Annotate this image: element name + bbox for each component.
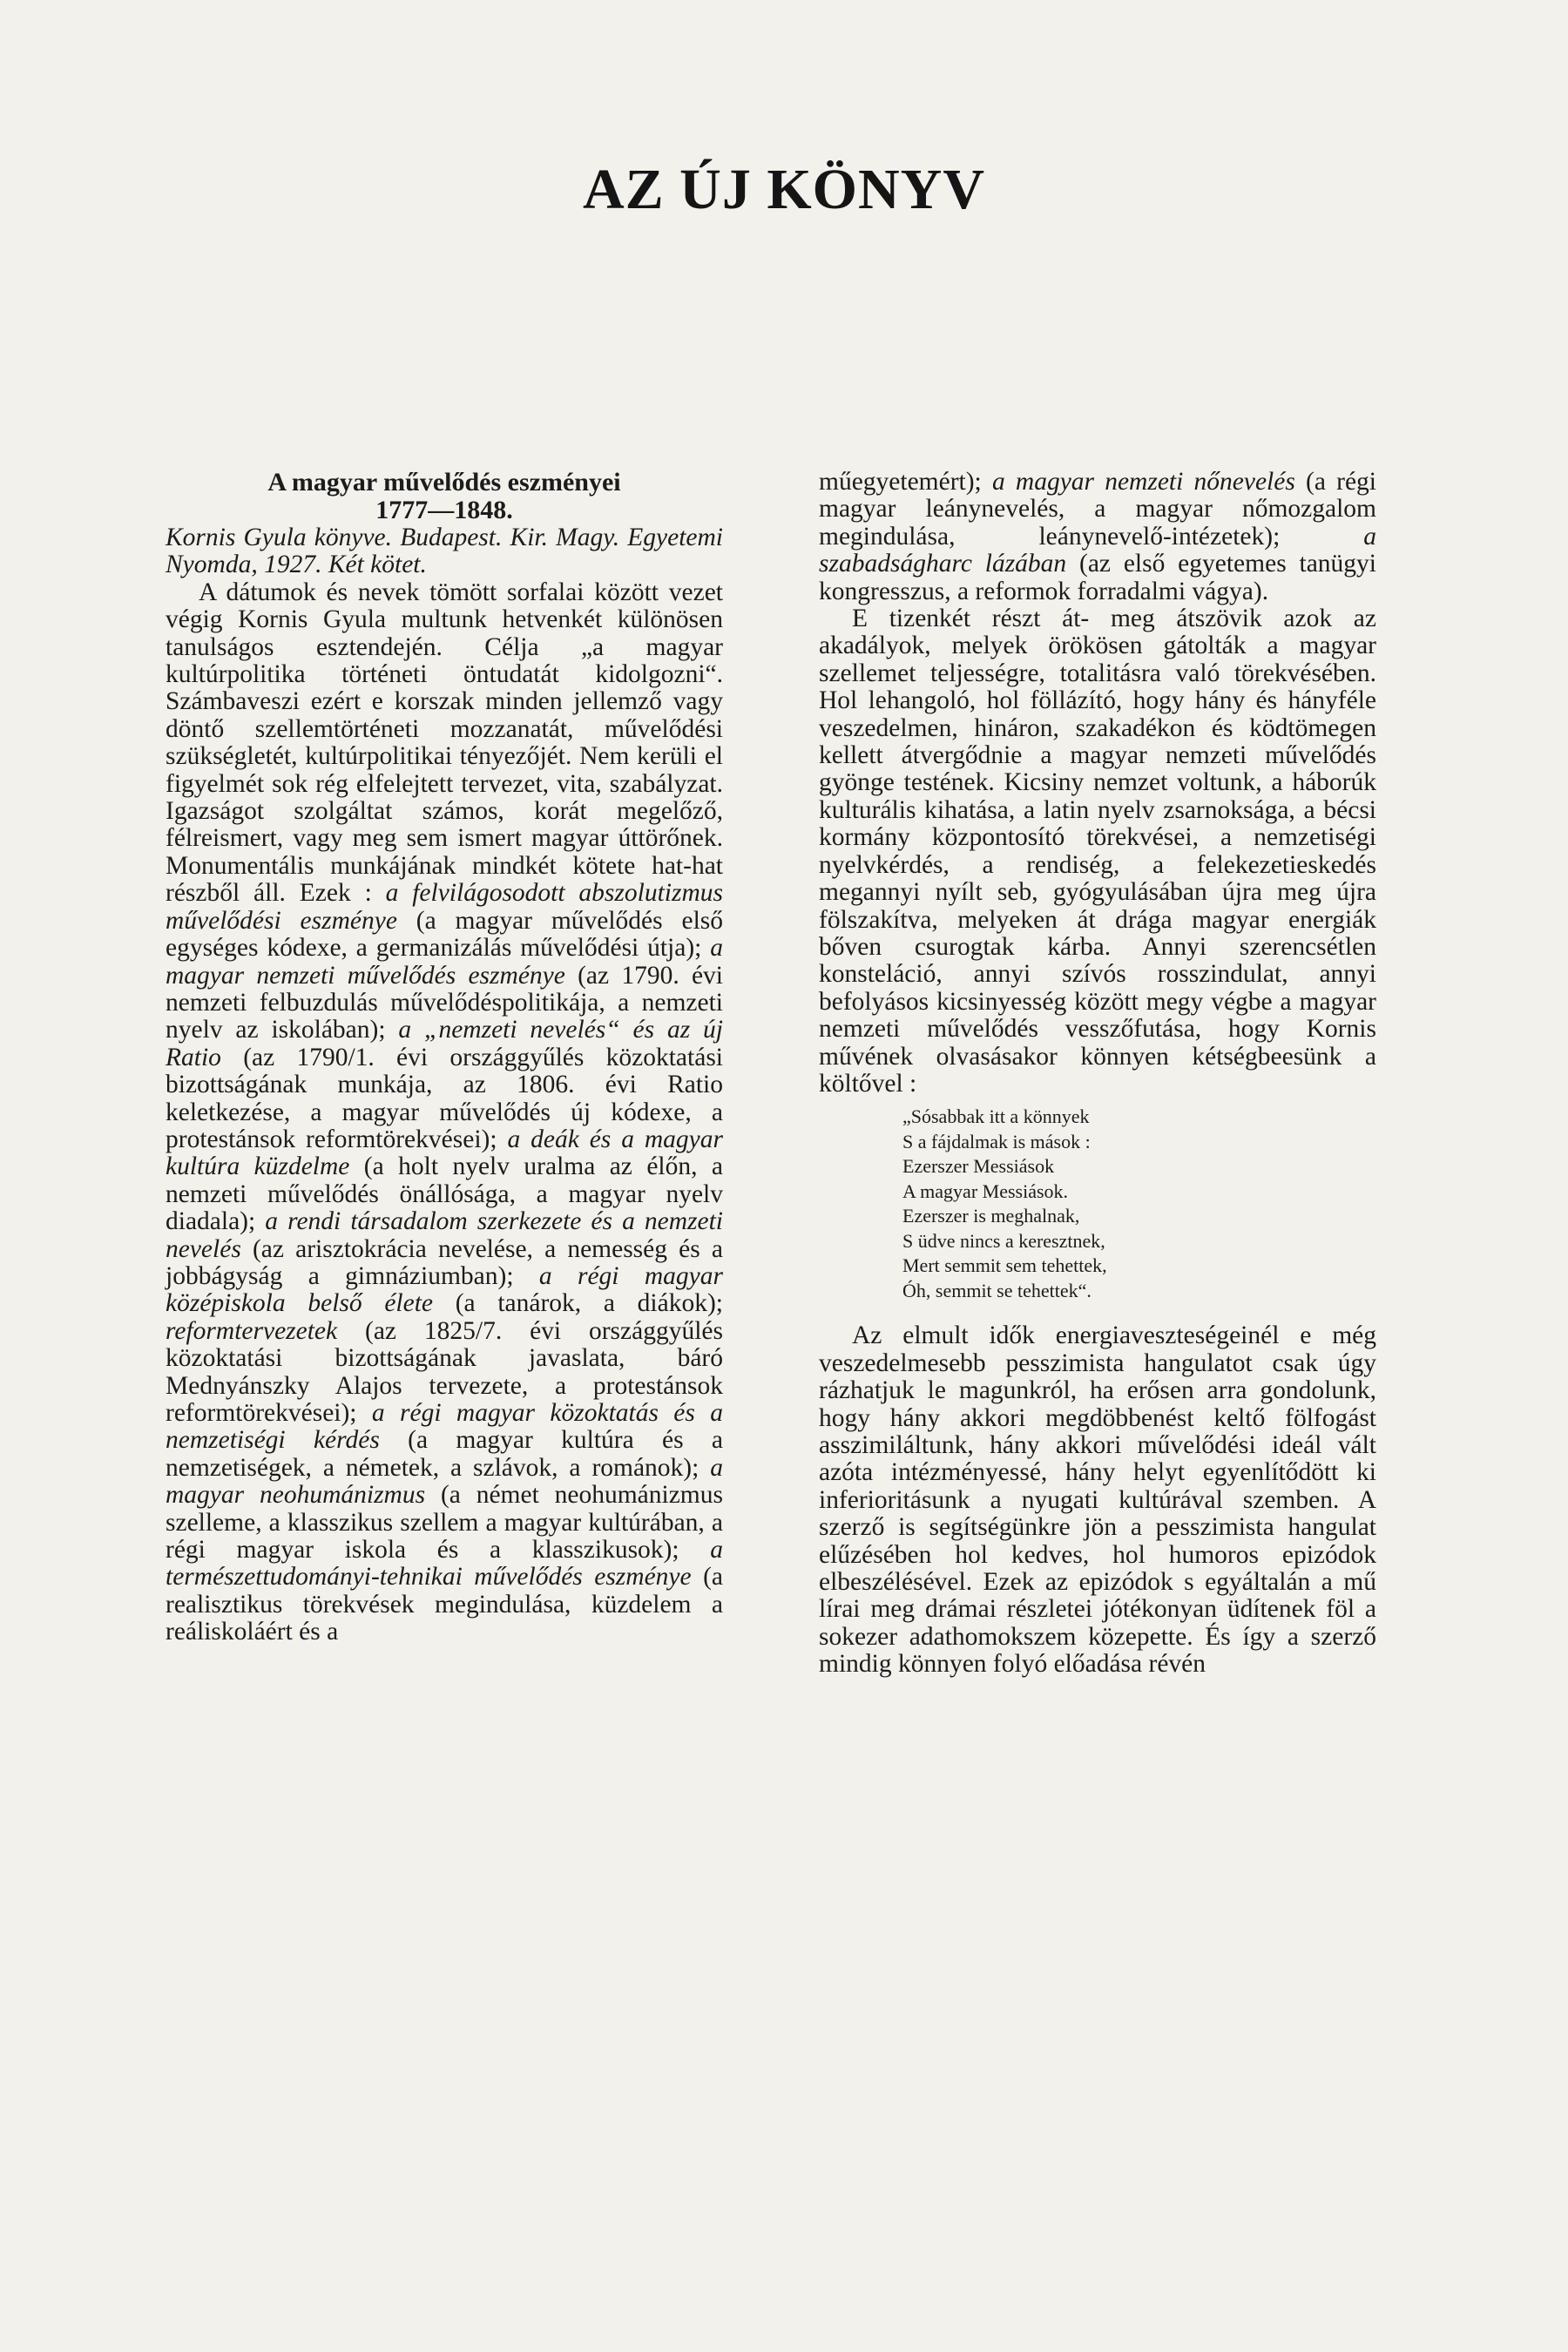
part-title: a deák és a magyar kultúra küzdelme: [166, 1125, 723, 1181]
part-description: (a német neohumánizmus szelleme, a klasszikus szellem a magyar kultúrában, a régi magyar iskola és a klasszikusok);: [166, 1481, 723, 1565]
part-description: (az első egyetemes tanügyi kongresszus, a reformok forradalmi vágya).: [819, 550, 1376, 605]
part-title: a „nemzeti nevelés“ és az új Ratio: [166, 1016, 723, 1071]
book-citation: Kornis Gyula könyve. Budapest. Kir. Magy. Egyetemi Nyomda, 1927. Két kötet.: [166, 524, 723, 579]
poem-line: Óh, semmit se tehettek“.: [902, 1279, 1092, 1301]
body-paragraph-1: [166, 579, 723, 1646]
poem-line: Ezerszer Messiások: [902, 1155, 1055, 1178]
part-title: a régi magyar közoktatás és a nemzetiségi kérdés: [166, 1399, 724, 1455]
part-description: (az 1825/7. évi országgyűlés közoktatási bizottságának javaslata, báró Mednyánszky Alajos tervezete, a protestánsok reformtörekvései);: [166, 1316, 723, 1427]
part-description: (a magyar kultúra és a nemzetiségek, a németek, a szlávok, a románok);: [166, 1426, 723, 1482]
part-title: a magyar neohumánizmus: [166, 1453, 723, 1510]
part-description: (a magyar művelődés első egységes kódexe, a germanizálás művelődési útja);: [166, 906, 723, 963]
part-title: a szabadságharc lázában: [819, 522, 1376, 578]
part-title: a régi magyar középiskola belső élete: [166, 1261, 723, 1318]
part-description: (a tanárok, a diákok);: [433, 1289, 723, 1318]
poem-line: S a fájdalmak is mások :: [902, 1130, 1091, 1152]
part-description: (a régi magyar leánynevelés, a magyar nőmozgalom megindulása, leánynevelő-intézetek);: [819, 468, 1376, 551]
paragraph-1-text: A dátumok és nevek tömött sorfalai között vezet végig Kornis Gyula multunk hetvenkét különösen tanulságos esztendején. Célja „a magyar kultúrpolitika történeti öntudatát kidolgozni“. Számbaveszi ezért e korszak minden jellemző vagy döntő szellemtörténeti mozzanatát, művelődési szükségletét, kultúrpolitikai tényezőjét. Nem kerüli el figyelmét sok rég elfelejtett tervezet, vita, szabályzat. Igazságot szolgáltat számos, korát megelőző, félreismert, vagy meg sem ismert magyar úttörőnek. Monumentális munkájának mindkét kötete hat-hat részből áll. Ezek :: [166, 578, 723, 908]
part-title: a magyar nemzeti művelődés eszménye: [166, 934, 723, 990]
poem-line: S üdve nincs a keresztnek,: [902, 1229, 1105, 1252]
part-description: (az 1790/1. évi országgyűlés közoktatási bizottságának munkája, az 1806. évi Ratio keletkezése, a magyar művelődés új kódexe, a protestánsok reformtörekvései);: [166, 1043, 723, 1153]
part-description-split: (a realisztikus törekvések megindulása, küzdelem a reáliskoláért és a: [166, 1563, 723, 1646]
poem-line: „Sósabbak itt a könnyek: [902, 1105, 1090, 1128]
poem-quote: [902, 1105, 1376, 1303]
right-column: [819, 469, 1376, 1679]
parts-list-first: [166, 879, 723, 1646]
part-description: (az 1790. évi nemzeti felbuzdulás művelődéspolitikája, a nemzeti nyelv az iskolában);: [166, 961, 723, 1044]
left-column: [166, 469, 723, 1646]
review-heading-title: A magyar művelődés eszményei: [267, 468, 621, 497]
review-heading-years: 1777—1848.: [375, 496, 513, 524]
body-paragraph-2: E tizenkét részt át- meg átszövik azok az akadályok, melyek örökösen gátolták a magyar szellemet teljességre, totalitásra való törekvésében. Hol lehangoló, hol föllázító, hogy hány és hányféle veszedelmen, hináron, szakadékon és ködtömegen kellett átvergődnie a magyar nemzeti művelődés gyönge testének. Kicsiny nemzet voltunk, a háborúk kulturális kihatása, a latin nyelv zsarnoksága, a bécsi kormány központosító törekvései, a nemzetiségi nyelvkérdés, a rendiség, a felekezetieskedés megannyi nyílt seb, gyógyulásában újra meg újra fölszakítva, melyeken át drága magyar energiák bőven csurogtak kárba. Annyi szerencsétlen konsteláció, annyi szívós rosszindulat, annyi befolyásos kicsinyesség között megy végbe a magyar nemzeti művelődés vesszőfutása, hogy Kornis művének olvasásakor könnyen kétségbeesünk a költővel :: [819, 605, 1376, 1098]
part-title: a rendi társadalom szerkezete és a nemzeti nevelés: [166, 1207, 723, 1263]
part-title: a felvilágosodott abszolutizmus művelődési eszménye: [166, 879, 723, 935]
poem-line: Ezerszer is meghalnak,: [902, 1205, 1080, 1227]
part-description: (a holt nyelv uralma az élőn, a nemzeti művelődés önállósága, a magyar nyelv diadala);: [166, 1152, 723, 1236]
poem-line: A magyar Messiások.: [902, 1179, 1069, 1202]
part-description: (az arisztokrácia nevelése, a nemesség és a jobbágyság a gimnáziumban);: [166, 1234, 723, 1290]
body-paragraph-1-continued: [819, 469, 1376, 605]
part-title: a természettudományi-tehnikai művelődés eszménye: [166, 1536, 723, 1592]
part-description-continued: műegyetemért);: [819, 468, 992, 496]
part-title: reformtervezetek: [166, 1316, 338, 1345]
body-paragraph-3: Az elmult idők energiaveszteségeinél e még veszedelmesebb pesszimista hangulatot csak úgy rázhatjuk le magunkról, ha erősen arra gondolunk, hogy hány akkori megdöbbenést keltő fölfogást asszimiláltunk, hány akkori művelődési ideál vált azóta intézményessé, hány helyt egyenlítődött ki inferioritásunk a nyugati kultúrával szemben. A szerző is segítségünkre jön a pesszimista hangulat elűzésében hol kedves, hol humoros epizódok elbeszélésével. Ezek az epizódok s egyáltalán a mű lírai meg drámai részletei jótékonyan üdítenek föl a sokezer adathomokszem közepette. És így a szerző mindig könnyen folyó előadása révén: [819, 1321, 1376, 1679]
poem-line: Mert semmit sem tehettek,: [902, 1254, 1107, 1277]
part-title: a magyar nemzeti nőnevelés: [991, 468, 1295, 496]
review-heading: [166, 469, 723, 524]
page-title: AZ ÚJ KÖNYV: [582, 158, 985, 221]
